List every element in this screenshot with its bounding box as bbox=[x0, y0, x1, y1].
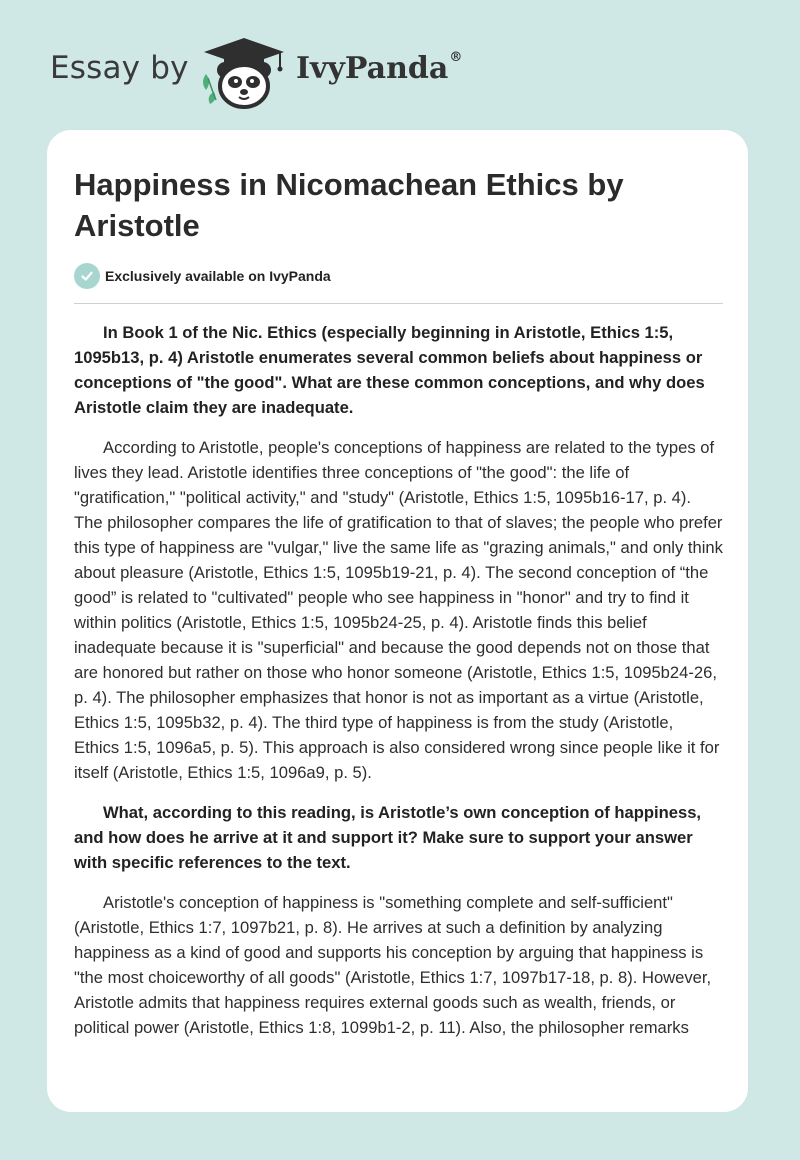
ivypanda-logo-icon[interactable] bbox=[200, 34, 288, 110]
body-paragraph: According to Aristotle, people's conceptions of happiness are related to the types of lives they lead. Aristotle identifies three conceptions of "the good": the life of "gratification," "political activity," and "study" (Aristotle, Ethics 1:5, 1095b16-17, p. 4). The philosopher compares the life of gratification to that of slaves; the people who prefer this type of happiness are "vulgar," live the same life as "grazing animals," and only think about pleasure (Aristotle, Ethics 1:5, 1095b19-21, p. 4). The second conception of “the good” is related to "cultivated" people who see happiness in "honor" and try to find it within politics (Aristotle, Ethics 1:5, 1095b24-25, p. 4). Aristotle finds this belief inadequate because it is "superficial" and because the good depends not on those that are honored but rather on those who honor someone (Aristotle, Ethics 1:5, 1095b24-26, p. 4). The philosopher emphasizes that honor is not as important as a virtue (Aristotle, Ethics 1:5, 1095b32, p. 4). The third type of happiness is from the study (Aristotle, Ethics 1:5, 1096a5, p. 5). This approach is also considered wrong since people like it for itself (Aristotle, Ethics 1:5, 1096a9, p. 5). bbox=[74, 438, 723, 782]
question-paragraph: What, according to this reading, is Aristotle’s own conception of happiness, and how does he arrive at it and support it? Make sure to support your answer with specific references to the text. bbox=[74, 803, 702, 872]
check-icon bbox=[74, 263, 100, 289]
essay-card bbox=[47, 130, 748, 1112]
brand-name[interactable] bbox=[296, 51, 462, 86]
essay-title: Happiness in Nicomachean Ethics by Aristotle bbox=[74, 167, 624, 243]
divider bbox=[74, 303, 723, 304]
exclusive-badge bbox=[74, 263, 331, 289]
question-paragraph: In Book 1 of the Nic. Ethics (especially beginning in Aristotle, Ethics 1:5, 1095b13, p. 4) Aristotle enumerates several common beliefs about happiness or conceptions of "the good". What are these common conceptions, and why does Aristotle claim they are inadequate. bbox=[74, 323, 705, 417]
essay-body bbox=[74, 320, 723, 1055]
essay-by-label: Essay by bbox=[50, 50, 189, 86]
registered-mark: ® bbox=[449, 50, 463, 65]
site-header bbox=[0, 0, 800, 130]
brand-text: IvyPanda bbox=[296, 51, 449, 86]
exclusive-label: Exclusively available on IvyPanda bbox=[105, 268, 331, 284]
body-paragraph: Aristotle's conception of happiness is "something complete and self-sufficient" (Aristotle, Ethics 1:7, 1097b21, p. 8). He arrives at such a definition by analyzing happiness as a kind of good and supports his conception by arguing that happiness is "the most choiceworthy of all goods" (Aristotle, Ethics 1:7, 1097b17-18, p. 8). However, Aristotle admits that happiness requires external goods such as wealth, friends, or political power (Aristotle, Ethics 1:8, 1099b1-2, p. 11). Also, the philosopher remarks bbox=[74, 893, 712, 1037]
